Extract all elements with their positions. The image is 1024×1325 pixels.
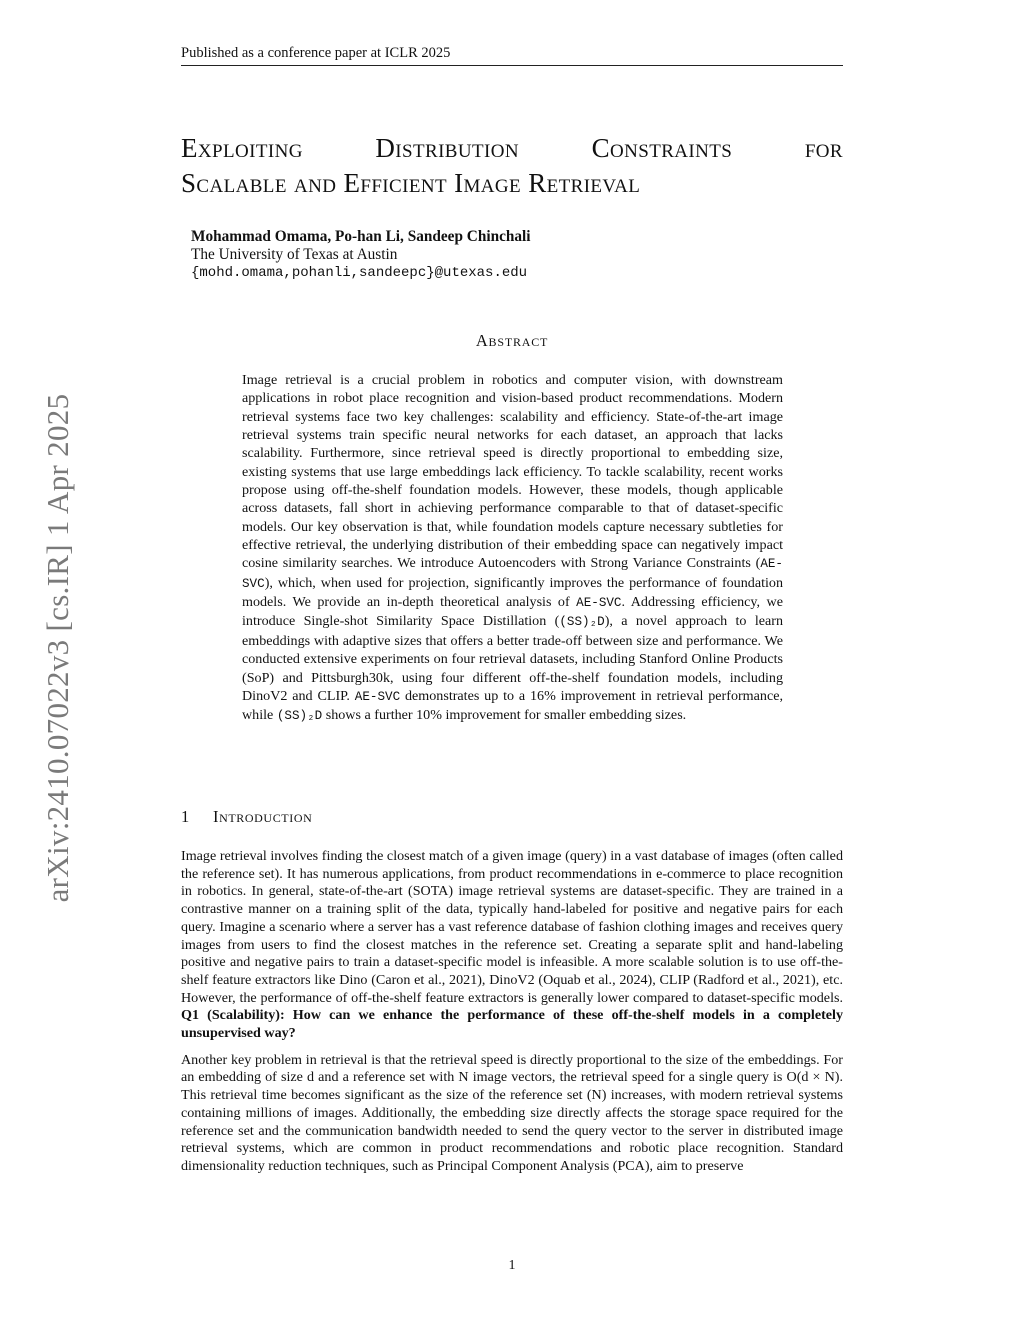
title-line-2: Scalable and Efficient Image Retrieval bbox=[181, 168, 641, 198]
research-question-q1: Q1 (Scalability): How can we enhance the performance of these off-the-shelf models in a completely unsupervised way? bbox=[181, 1007, 843, 1042]
abstract-text: ), which, when used for projection, significantly improves the performance of foundation models. We provide an in-depth theoretical analysis of bbox=[242, 574, 783, 611]
running-head: Published as a conference paper at ICLR 2025 bbox=[181, 44, 843, 66]
introduction-body bbox=[181, 848, 843, 1185]
title-line-1 bbox=[181, 131, 843, 166]
abstract-text: . Addressing efficiency, we introduce Single-shot Similarity Space Distillation ( bbox=[242, 594, 783, 630]
abstract-text: Image retrieval is a crucial problem in robotics and computer vision, with downstream applications in robot place recognition and vision-based product recommendations. Modern retrieval systems face two key challenges: scalability and efficiency. State-of-the-art image retrieval systems train specific neural networks for each dataset, an approach that lacks scalability. Furthermore, since retrieval speed is directly proportional to embedding size, existing systems that use large embeddings lack efficiency. To tackle scalability, recent works propose using off-the-shelf foundation models. However, these models, though applicable across datasets, fall short in achieving performance comparable to that of dataset-specific models. Our key observation is that, while foundation models capture necessary subtleties for effective retrieval, the underlying distribution of their embedding space can negatively impact cosine similarity searches. We introduce Autoencoders with Strong Variance Constraints ( bbox=[242, 372, 783, 572]
abstract-body bbox=[242, 371, 783, 726]
section-number: 1 bbox=[181, 807, 190, 826]
method-name-code: (SS)₂D bbox=[559, 615, 605, 630]
method-name-code: (SS)₂D bbox=[276, 709, 323, 724]
abstract-heading: Abstract bbox=[475, 331, 549, 350]
method-name-code: AE-SVC bbox=[354, 689, 401, 704]
title-word: for bbox=[804, 133, 843, 163]
paper-title bbox=[181, 131, 843, 201]
section-title: Introduction bbox=[213, 807, 313, 826]
affiliation: The University of Texas at Austin bbox=[191, 246, 398, 263]
abstract-text: shows a further 10% improvement for smaller embedding sizes. bbox=[322, 707, 687, 724]
method-name-code: AE-SVC bbox=[242, 557, 783, 591]
section-heading bbox=[181, 807, 312, 827]
page-number: 1 bbox=[508, 1258, 516, 1273]
intro-paragraph-2: Another key problem in retrieval is that the retrieval speed is directly proportional to the size of the embeddings. For an embedding of size d and a reference set with N image vectors, the retrieval speed for a single query is O(d × N). This retrieval time becomes significant as the size of the reference set (N) increases, with modern retrieval systems containing millions of images. Additionally, the embedding size directly affects the storage space required for the reference set and the communication bandwidth needed to send the query vector to the server in distributed image retrieval systems, which are common in product recommendations and robotic place recognition. Standard dimensionality reduction techniques, such as Principal Component Analysis (PCA), aim to preserve bbox=[181, 1051, 843, 1174]
author-block bbox=[191, 228, 531, 282]
title-word: Constraints bbox=[591, 133, 733, 163]
title-word: Exploiting bbox=[181, 133, 303, 163]
abstract-text: ), a novel approach to learn embeddings with adaptive sizes that offers a better trade-off between size and performance. We conducted extensive experiments on four retrieval datasets, including Stanford Online Products (SoP) and Pittsburgh30k, using four different off-the-shelf foundation models, including DinoV2 and CLIP. bbox=[242, 613, 783, 704]
title-word: Distribution bbox=[375, 133, 519, 163]
paragraph-text: Image retrieval involves finding the closest match of a given image (query) in a vast database of images (often called the reference set). It has numerous applications, from product recommendations in e-commerce to place recognition in robotics. In general, state-of-the-art (SOTA) image retrieval systems are dataset-specific. They are trained in a contrastive manner on a training split of the data, typically hand-labeled for positive and negative pairs for each query. Imagine a scenario where a server has a vast reference database of fashion clothing images and receives query images from users to find the closest matches in the reference set. Creating a separate split and hand-labeling positive and negative pairs to train a dataset-specific model is infeasible. A more scalable solution is to use off-the-shelf feature extractors like Dino (Caron et al., 2021), DinoV2 (Oquab et al., 2024), CLIP (Radford et al., 2021), etc. However, the performance of off-the-shelf feature extractors is generally lower compared to dataset-specific models. bbox=[181, 848, 843, 1006]
abstract-paragraph bbox=[242, 371, 783, 726]
author-email: {mohd.omama,pohanli,sandeepc}@utexas.edu bbox=[191, 265, 528, 281]
arxiv-stamp: arXiv:2410.07022v3 [cs.IR] 1 Apr 2025 bbox=[40, 393, 75, 903]
author-names: Mohammad Omama, Po-han Li, Sandeep Chinchali bbox=[191, 228, 531, 245]
method-name-code: AE-SVC bbox=[576, 596, 622, 611]
intro-paragraph-1 bbox=[181, 848, 843, 1043]
abstract-text: demonstrates up to a 16% improvement in retrieval performance, while bbox=[242, 687, 783, 724]
